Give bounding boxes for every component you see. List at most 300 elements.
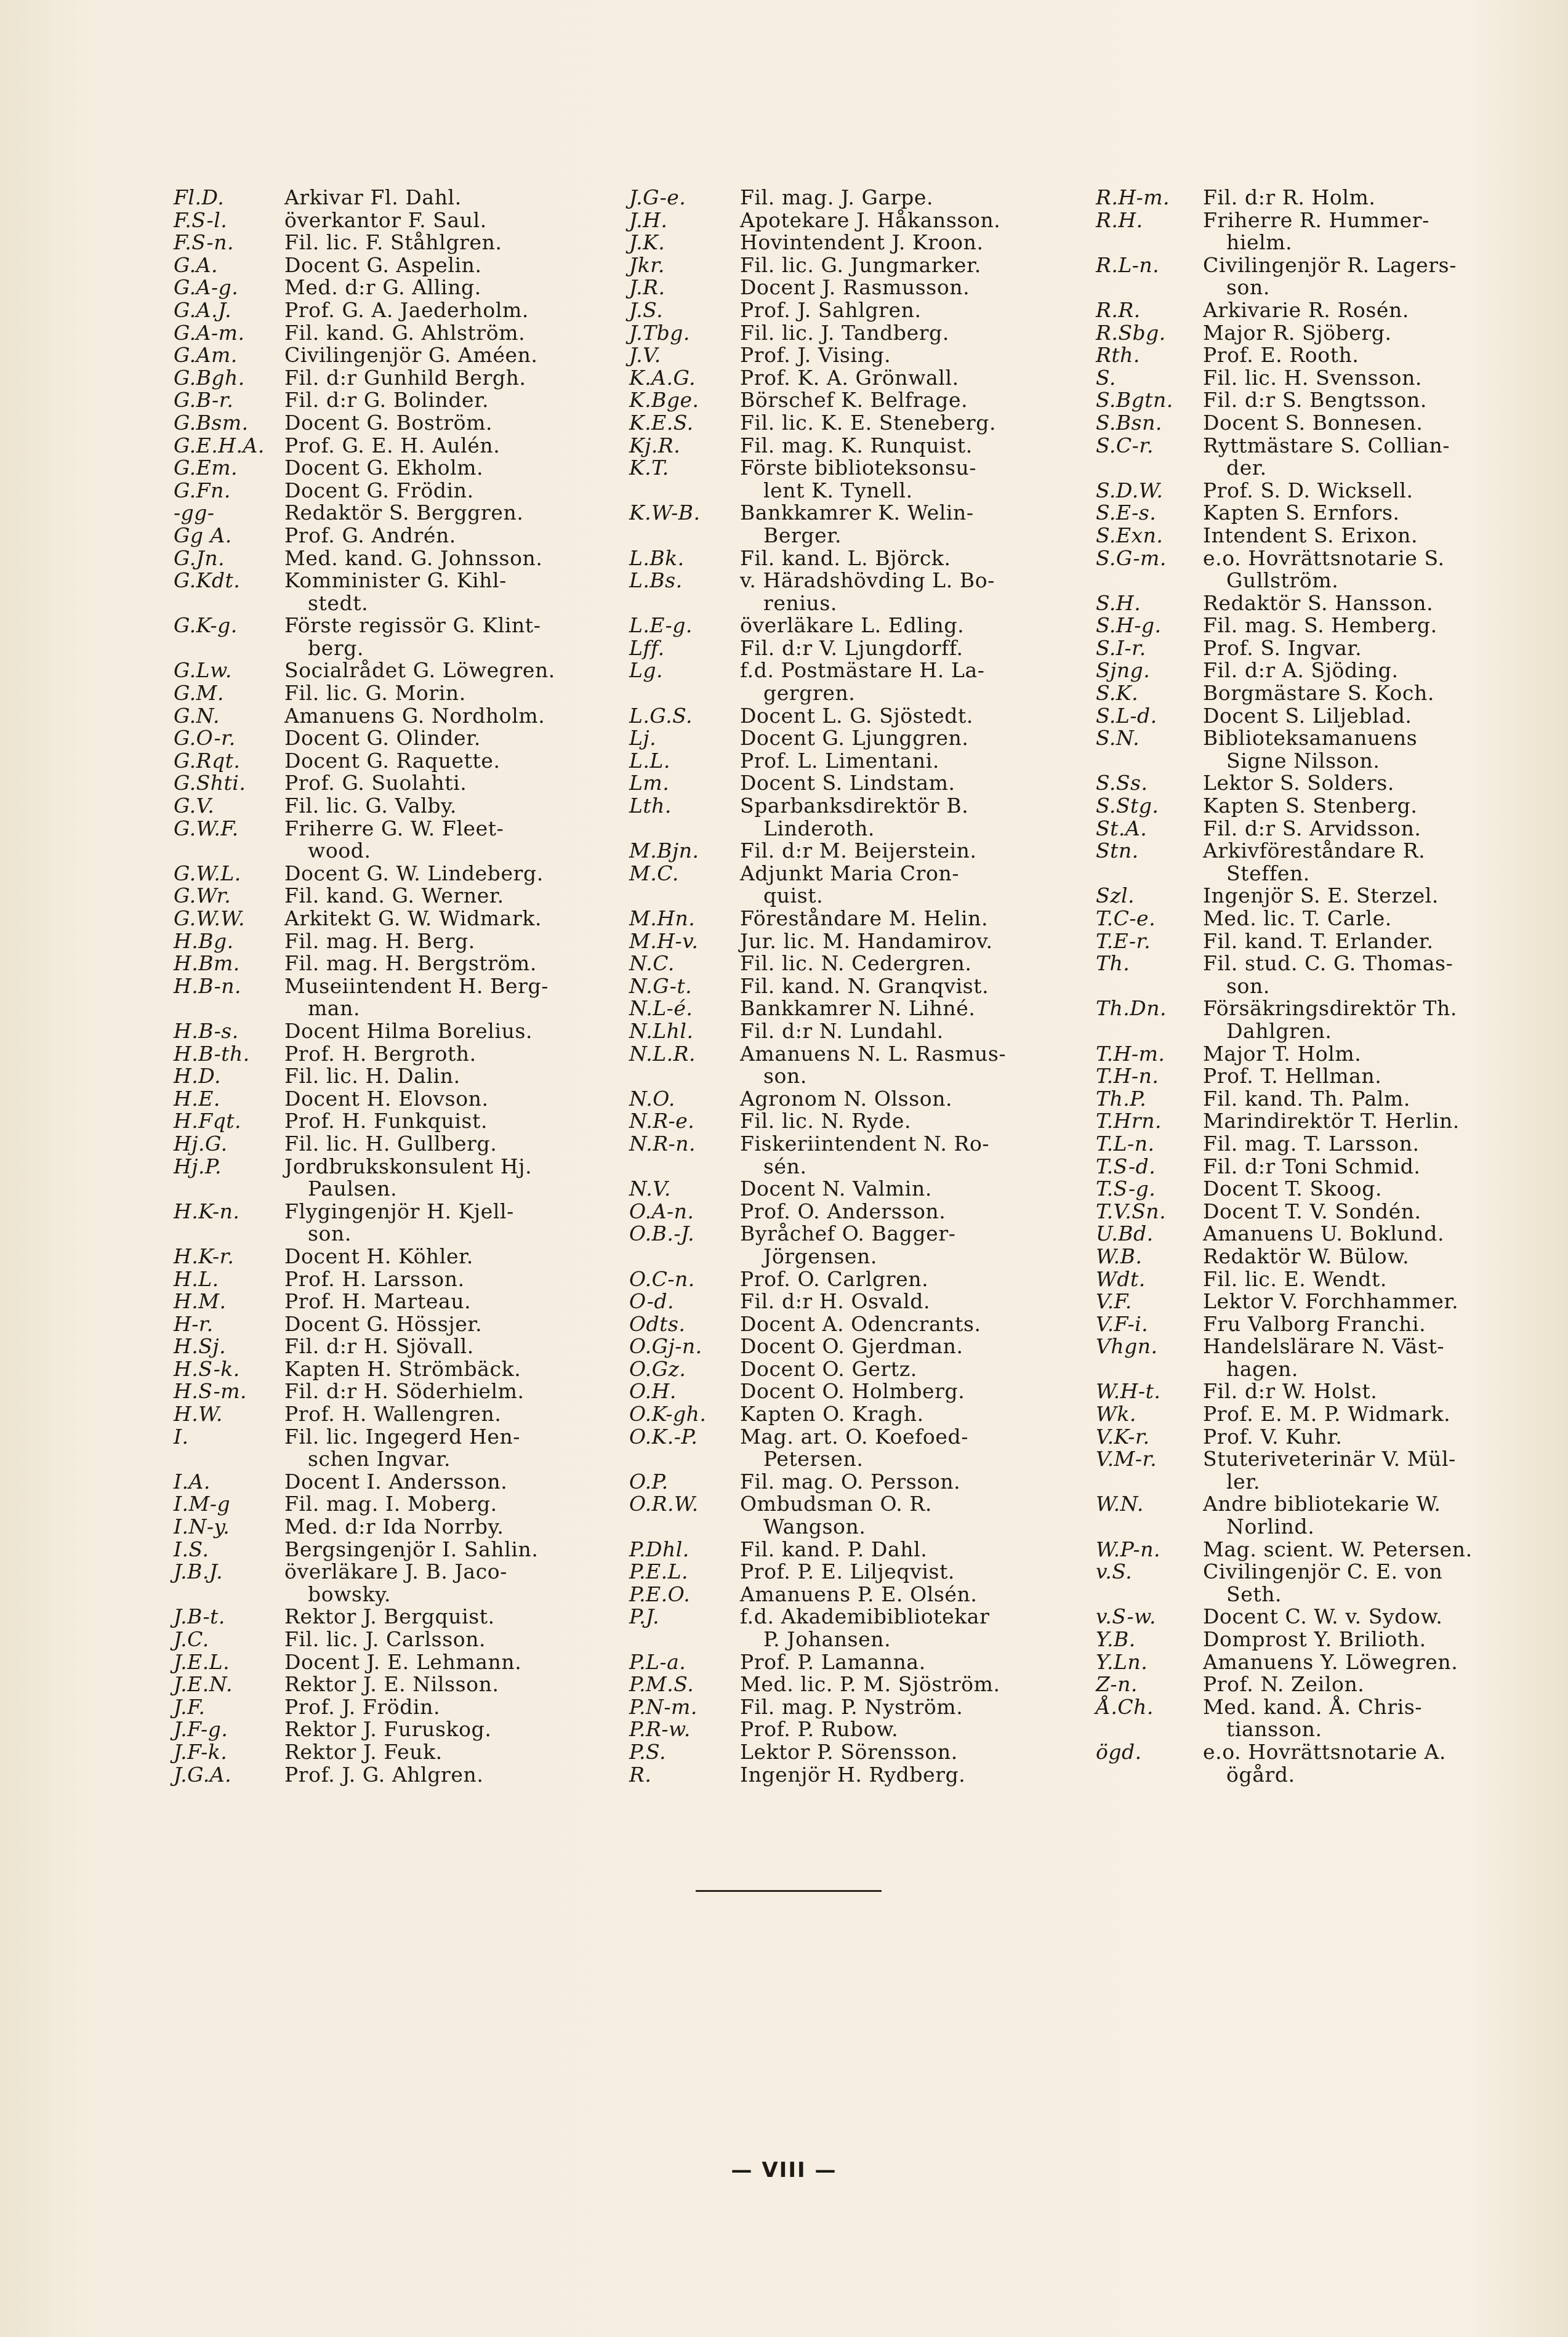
contributor-name-line: Prof. J. G. Ahlgren. [284,1762,484,1787]
contributor-name-line: Fil. lic. N. Ryde. [740,1109,912,1133]
signature-abbreviation: G.Lw. [174,658,232,683]
contributor-name-line: Fil. mag. J. Garpe. [740,185,934,209]
contributor-name-continuation: Petersen. [763,1447,864,1471]
signature-abbreviation: G.Bsm. [174,410,249,435]
contributor-name-line: Fil. lic. E. Wendt. [1203,1266,1387,1291]
signature-entry [629,344,1097,367]
contributor-name-line: Fil. kand. L. Björck. [740,545,951,570]
signature-abbreviation: P.L-a. [629,1649,686,1674]
signature-entry [174,569,641,614]
signature-entry [1096,209,1527,254]
signature-abbreviation: J.F-k. [174,1739,228,1764]
contributor-name-line: Docent G. Ljunggren. [740,726,969,750]
signature-entry [174,1718,641,1741]
signature-abbreviation: St.A. [1096,816,1148,840]
contributor-name-line: Marindirektör T. Herlin. [1203,1109,1460,1133]
contributor-name-line: Prof. P. E. Liljeqvist. [740,1559,955,1584]
signature-abbreviation: O-d. [629,1289,675,1314]
contributor-name [284,1426,641,1471]
signature-abbreviation: G.A.J. [174,297,232,322]
signature-abbreviation: O.C-n. [629,1266,695,1291]
signature-entry [1096,637,1527,660]
contributor-name-line: Mag. art. O. Koefoed- [740,1424,969,1449]
signature-abbreviation: H-r. [174,1311,214,1336]
contributor-name [740,457,1097,502]
contributor-name-line: Fil. lic. G. Valby. [284,794,457,818]
contributor-name [284,569,641,614]
signature-abbreviation: K.A.G. [629,365,696,390]
contributor-name [740,367,1097,390]
contributor-name-continuation: Paulsen. [308,1177,398,1201]
contributor-name [284,1764,641,1787]
signature-abbreviation: S.Exn. [1096,523,1164,547]
signature-abbreviation: G.W.W. [174,906,245,930]
contributor-name [284,1313,641,1336]
contributor-name-line: Fil. d:r S. Bengtsson. [1203,388,1428,412]
signature-abbreviation: H.W. [174,1402,223,1426]
signature-abbreviation: M.Hn. [629,906,696,930]
signature-abbreviation: H.E. [174,1086,220,1111]
contributor-name-line: e.o. Hovrättsnotarie S. [1203,545,1445,570]
contributor-name-line: Amanuens N. L. Rasmus- [740,1041,1007,1066]
contributor-name [284,480,641,502]
contributor-name [1203,525,1527,547]
signature-entry [1096,1539,1527,1561]
contributor-name-line: Prof. J. Vising. [740,343,891,368]
contributor-name [284,1628,641,1651]
contributor-name-continuation: Steffen. [1226,861,1310,885]
contributor-name [284,1471,641,1494]
contributor-name-line: Docent J. Rasmusson. [740,275,970,300]
contributor-name-continuation: sén. [763,1154,807,1178]
signature-abbreviation: U.Bd. [1096,1221,1154,1246]
contributor-name-line: Amanuens P. E. Olsén. [740,1582,978,1606]
signature-entry [1096,1673,1527,1696]
contributor-name [284,659,641,682]
signature-abbreviation: N.O. [629,1086,675,1111]
signature-abbreviation: R.H-m. [1096,185,1170,209]
contributor-name [740,1426,1097,1471]
signature-entry [1096,1110,1527,1133]
signature-entry [174,750,641,773]
contributor-name [740,750,1097,773]
signature-entry [1096,299,1527,322]
contributor-name-continuation: Berger. [763,523,842,547]
signature-entry [629,1313,1097,1336]
signature-entry [1096,885,1527,907]
contributor-name [284,209,641,232]
signature-entry [174,1741,641,1764]
signature-abbreviation: G.A-m. [174,320,245,345]
signature-entry [1096,1156,1527,1178]
contributor-name-continuation: son. [1226,275,1270,300]
signature-abbreviation: Szl. [1096,883,1135,908]
contributor-name-line: Fil. d:r M. Beijerstein. [740,839,977,863]
contributor-name-line: Fil. lic. K. E. Steneberg. [740,410,997,435]
contributor-name [740,1088,1097,1111]
signature-abbreviation: H.Bg. [174,928,234,953]
contributor-name-line: Civilingenjör R. Lagers- [1203,252,1457,277]
signature-entry [1096,907,1527,930]
contributor-name [740,772,1097,795]
contributor-name-line: Fil. d:r V. Ljungdorff. [740,635,963,660]
contributor-name-line: Docent G. Raquette. [284,748,501,773]
contributor-name-line: Förste biblioteksonsu- [740,456,977,480]
contributor-name-continuation: hielm. [1226,230,1293,255]
signature-abbreviation: O.K.-P. [629,1424,698,1449]
signature-entry [174,1673,641,1696]
signature-entry [174,659,641,682]
contributor-name [284,1268,641,1291]
contributor-name [1203,1426,1527,1449]
signature-entry [1096,659,1527,682]
contributor-name-line: Fil. mag. T. Larsson. [1203,1131,1420,1156]
contributor-name [284,1335,641,1358]
contributor-name-line: Med. lic. T. Carle. [1203,906,1392,930]
contributor-name-line: Arkivarie R. Rosén. [1203,297,1409,322]
contributor-name [1203,187,1527,209]
signature-abbreviation: K.W-B. [629,501,701,525]
contributor-name [284,344,641,367]
signature-entry [1096,1606,1527,1628]
signature-entry [629,1223,1097,1268]
signature-abbreviation: N.G-t. [629,973,693,998]
signature-entry [174,975,641,1020]
contributor-name [284,1245,641,1268]
signature-entry [629,1493,1097,1538]
column-3 [1096,187,1527,1786]
signature-entry [1096,1696,1527,1741]
signature-abbreviation: Y.B. [1096,1627,1136,1651]
contributor-name-line: Intendent S. Erixon. [1203,523,1418,547]
signature-entry [629,1426,1097,1471]
signature-abbreviation: W.N. [1096,1492,1144,1516]
contributor-name-line: Friherre R. Hummer- [1203,207,1429,232]
signature-entry [629,1741,1097,1764]
contributor-name [284,231,641,254]
contributor-name [1203,1110,1527,1133]
contributor-name [1203,997,1527,1042]
signature-entry [174,389,641,412]
signature-entry [1096,502,1527,525]
contributor-name-continuation: berg. [308,635,364,660]
signature-abbreviation: I.N-y. [174,1514,230,1539]
signature-entry [629,840,1097,863]
contributor-name [740,1178,1097,1201]
contributor-name [1203,435,1527,480]
contributor-name-line: Fil. lic. H. Svensson. [1203,365,1423,390]
contributor-name [740,1020,1097,1043]
contributor-name-line: Prof. J. Frödin. [284,1694,441,1719]
contributor-name [1203,1223,1527,1245]
contributor-name [284,952,641,975]
contributor-name-line: Stuteriveterinär V. Mül- [1203,1447,1456,1471]
contributor-name [284,1133,641,1156]
contributor-name [284,1358,641,1381]
signature-abbreviation: Jkr. [629,252,665,277]
contributor-name [1203,682,1527,705]
contributor-name-line: Fiskeriintendent N. Ro- [740,1131,990,1156]
signature-entry [1096,997,1527,1042]
signature-abbreviation: G.Wr. [174,883,231,908]
contributor-name [740,659,1097,704]
signature-entry [629,1110,1097,1133]
signature-abbreviation: M.Bjn. [629,839,699,863]
signature-abbreviation: P.M.S. [629,1672,694,1697]
signature-abbreviation: I.S. [174,1537,209,1561]
signature-entry [629,659,1097,704]
contributor-name [284,1065,641,1088]
contributor-name [740,997,1097,1020]
contributor-name [740,547,1097,570]
contributor-name-line: Bergsingenjör I. Sahlin. [284,1537,539,1561]
signature-entry [174,209,641,232]
signature-abbreviation: J.G.A. [174,1762,232,1787]
signature-entry [629,1201,1097,1223]
signature-entry [174,187,641,209]
contributor-name [740,1493,1097,1538]
contributor-name-continuation: ögård. [1226,1762,1295,1787]
signature-abbreviation: T.V.Sn. [1096,1199,1167,1223]
contributor-name-line: överläkare L. Edling. [740,613,965,638]
contributor-name [740,502,1097,547]
signature-entry [629,1268,1097,1291]
signature-abbreviation: R. [629,1762,652,1787]
contributor-name-continuation: ler. [1226,1469,1261,1494]
signature-abbreviation: S.C-r. [1096,433,1154,457]
signature-abbreviation: G.Shti. [174,771,246,795]
contributor-name [1203,727,1527,772]
signature-abbreviation: J.F. [174,1694,206,1719]
signature-entry [1096,547,1527,592]
contributor-name [284,1156,641,1201]
signature-abbreviation: M.C. [629,861,679,885]
contributor-name [1203,1065,1527,1088]
signature-entry [629,1290,1097,1313]
contributor-name [1203,907,1527,930]
signature-abbreviation: N.Lhl. [629,1018,694,1043]
contributor-name [740,705,1097,728]
contributor-name [1203,1493,1527,1538]
contributor-name-line: Lektor P. Sörensson. [740,1739,958,1764]
contributor-name [284,502,641,525]
contributor-name-line: Fil. d:r Gunhild Bergh. [284,365,526,390]
signature-entry [629,1020,1097,1043]
contributor-name [284,1088,641,1111]
contributor-name-line: Docent Hilma Borelius. [284,1018,533,1043]
contributor-name [284,187,641,209]
signature-entry [1096,1223,1527,1245]
contributor-name-continuation: Norlind. [1226,1514,1315,1539]
signature-abbreviation: S.K. [1096,681,1139,706]
signature-entry [1096,1380,1527,1403]
signature-entry [629,1178,1097,1201]
contributor-name [284,1110,641,1133]
contributor-name [284,885,641,907]
contributor-name-line: Fil. stud. C. G. Thomas- [1203,951,1453,976]
contributor-name-continuation: Jörgensen. [763,1244,877,1268]
contributor-name-line: Docent N. Valmin. [740,1177,932,1201]
signature-abbreviation: H.D. [174,1064,222,1088]
contributor-name [1203,637,1527,660]
contributor-name [740,1043,1097,1088]
contributor-name-line: Fil. d:r Toni Schmid. [1203,1154,1421,1178]
signature-abbreviation: W.H-t. [1096,1379,1161,1404]
contributor-name-line: Fil. kand. Th. Palm. [1203,1086,1410,1111]
signature-abbreviation: O.Gj-n. [629,1334,702,1359]
signature-abbreviation: S.H-g. [1096,613,1162,638]
contributor-name [1203,1088,1527,1111]
contributor-name-line: Docent H. Elovson. [284,1086,489,1111]
signature-abbreviation: J.C. [174,1627,209,1651]
contributor-name [1203,547,1527,592]
contributor-name [284,907,641,930]
contributor-name-line: Prof. H. Larsson. [284,1266,465,1291]
signature-abbreviation: L.Bs. [629,568,683,593]
contributor-name [1203,795,1527,818]
signature-entry [174,480,641,502]
contributor-name [1203,1539,1527,1561]
signature-entry [174,1043,641,1066]
signature-abbreviation: Odts. [629,1311,686,1336]
contributor-name-line: Flygingenjör H. Kjell- [284,1199,514,1223]
signature-abbreviation: H.B-th. [174,1041,250,1066]
contributor-name [740,209,1097,232]
contributor-name-line: Föreståndare M. Helin. [740,906,989,930]
contributor-name-line: Handelslärare N. Väst- [1203,1334,1445,1359]
contributor-name-continuation: gergren. [763,681,856,706]
contributor-name [740,863,1097,907]
contributor-name-line: Fil. d:r N. Lundahl. [740,1018,944,1043]
contributor-name-line: Fil. mag. S. Hemberg. [1203,613,1437,638]
contributor-name [740,1741,1097,1764]
signature-abbreviation: G.E.H.A. [174,433,265,457]
signature-entry [1096,1335,1527,1380]
signature-entry [629,727,1097,750]
contributor-name [740,975,1097,998]
contributor-name [1203,299,1527,322]
signature-abbreviation: G.O-r. [174,726,236,750]
signature-abbreviation: Wdt. [1096,1266,1146,1291]
signature-entry [629,1561,1097,1583]
signature-entry [174,322,641,345]
signature-abbreviation: S.Bsn. [1096,410,1162,435]
signature-abbreviation: I. [174,1424,189,1449]
signature-entry [629,299,1097,322]
contributor-name [740,1718,1097,1741]
contributor-name-line: Fil. d:r H. Söderhielm. [284,1379,525,1404]
contributor-name [740,1290,1097,1313]
signature-abbreviation: G.W.L. [174,861,241,885]
signature-abbreviation: G.Rqt. [174,748,241,773]
contributor-name-line: Fil. kand. T. Erlander. [1203,928,1434,953]
signature-entry [174,930,641,953]
column-1 [174,187,641,1786]
contributor-name-line: Docent G. Ekholm. [284,456,484,480]
signature-entry [1096,1290,1527,1313]
contributor-name-line: Rektor J. Furuskog. [284,1717,492,1742]
signature-abbreviation: Vhgn. [1096,1334,1158,1359]
signature-abbreviation: O.K-gh. [629,1402,707,1426]
signature-entry [174,727,641,750]
contributor-name-line: Docent H. Köhler. [284,1244,473,1268]
contributor-name [1203,659,1527,682]
signature-entry [174,1020,641,1043]
signature-abbreviation: L.E-g. [629,613,693,638]
contributor-name [1203,1156,1527,1178]
signature-entry [629,1718,1097,1741]
signature-entry [1096,1178,1527,1201]
contributor-name [284,614,641,659]
contributor-name [1203,1448,1527,1493]
contributor-name-line: Fil. mag. O. Persson. [740,1469,961,1494]
contributor-name-continuation: lent K. Tynell. [763,478,913,502]
signature-abbreviation: G.Bgh. [174,365,245,390]
contributor-name-line: Socialrådet G. Löwegren. [284,658,555,683]
signature-entry [174,772,641,795]
signature-abbreviation: Hj.G. [174,1131,228,1156]
signature-entry [629,187,1097,209]
signature-abbreviation: O.Gz. [629,1356,686,1381]
contributor-name [284,795,641,818]
signature-entry [174,344,641,367]
contributor-name-line: överkantor F. Saul. [284,207,487,232]
contributor-name [740,1471,1097,1494]
contributor-name [740,952,1097,975]
contributor-name-line: Med. d:r G. Alling. [284,275,481,300]
signature-entry [174,1313,641,1336]
signature-entry [174,231,641,254]
contributor-name-line: Fil. lic. F. Ståhlgren. [284,230,502,255]
contributor-name-line: Docent G. Hössjer. [284,1311,483,1336]
contributor-name [284,1696,641,1719]
contributor-name [740,840,1097,863]
contributor-name-line: Fil. kand. G. Werner. [284,883,504,908]
signature-entry [174,254,641,277]
contributor-name-line: Amanuens Y. Löwegren. [1203,1649,1458,1674]
contributor-name-continuation: Gullström. [1226,568,1339,593]
signature-entry [1096,772,1527,795]
signature-abbreviation: G.Fn. [174,478,231,502]
signature-abbreviation: S.Bgtn. [1096,388,1173,412]
signature-entry [174,682,641,705]
contributor-name [1203,772,1527,795]
signature-abbreviation: T.L-n. [1096,1131,1155,1156]
signature-entry [1096,1088,1527,1111]
signature-entry [174,1516,641,1539]
contributor-name-line: Ombudsman O. R. [740,1492,932,1516]
contributor-name [740,1403,1097,1426]
contributor-name-line: Byråchef O. Bagger- [740,1221,956,1246]
contributor-name-line: Prof. G. E. H. Aulén. [284,433,501,457]
signature-abbreviation: J.R. [629,275,665,300]
contributor-name [1203,885,1527,907]
contributor-name [284,1561,641,1606]
signature-entry [1096,344,1527,367]
contributor-name [1203,1628,1527,1651]
signature-abbreviation: S.D.W. [1096,478,1164,502]
signature-entry [174,435,641,457]
signature-entry [1096,254,1527,299]
signature-entry [174,1201,641,1245]
signature-entry [1096,705,1527,728]
contributor-name [1203,502,1527,525]
contributor-name [1203,1403,1527,1426]
signature-entry [629,389,1097,412]
signature-entry [629,614,1097,637]
signature-abbreviation: Kj.R. [629,433,681,457]
contributor-name [740,1358,1097,1381]
